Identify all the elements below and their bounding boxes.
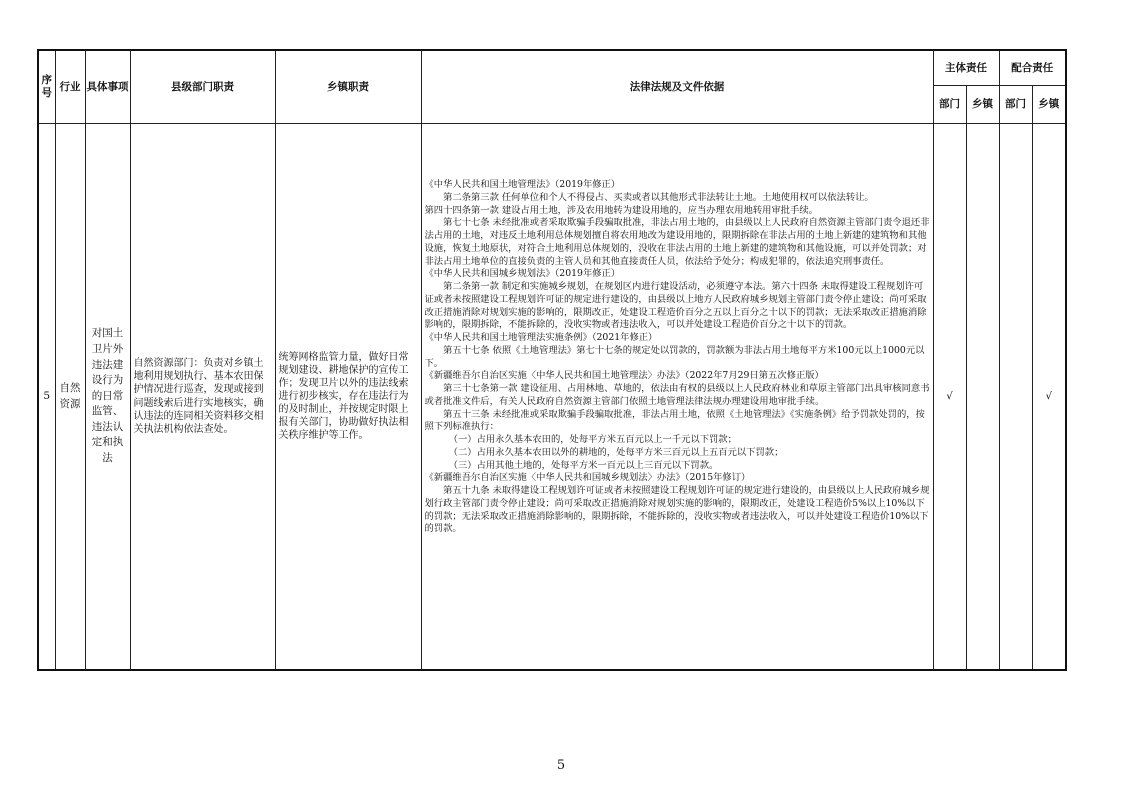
law-clause: 第七十七条 未经批准或者采取欺骗手段骗取批准，非法占用土地的，由县级以上人民政府自然资源主管部门责令退还非法占用的土地，对违反土地利用总体规划擅自将农用地改为建设用地的，限期拆除在非法占用的土地上新建的建筑物和其他设施，恢复土地原状，对符合土地利用总体规划的，没收在非法占用的土地上新建的建筑物和其他设施，可以并处罚款；对非法占用土地单位的直接负责的主管人员和其他直接责任人员，依法给予处分；构成犯罪的，依法追究刑事责任。	[424, 217, 930, 267]
law-sub-item: （三）占用其他土地的，处每平方米一百元以上三百元以下罚款。	[448, 459, 719, 471]
cell-coop-town-check: √	[1032, 124, 1066, 671]
header-seq: 序号	[38, 50, 55, 124]
header-industry: 行业	[55, 50, 85, 124]
law-title: 《中华人民共和国土地管理法》（2019年修正）	[424, 179, 621, 190]
header-main-town: 乡镇	[966, 86, 999, 124]
law-title: 《新疆维吾尔自治区实施〈中华人民共和国城乡规划法〉办法》（2015年修订）	[424, 472, 751, 484]
page-number: 5	[556, 758, 566, 773]
law-title: 《中华人民共和国土地管理法实施条例》（2021年修正）	[424, 332, 658, 343]
cell-county-duty: 自然资源部门：负责对乡镇土地利用规划执行、基本农田保护情况进行巡查，发现或接到问题线索后进行实地核实，确认违法的连同相关资料移交相关执法机构依法查处。	[130, 124, 275, 671]
cell-item: 对国土卫片外违法建设行为的日常监管、违法认定和执法	[85, 124, 130, 671]
law-sub-item: （二）占用永久基本农田以外的耕地的，处每平方米三百元以上五百元以下罚款；	[448, 446, 784, 458]
law-clause: 第二条第三款 任何单位和个人不得侵占、买卖或者以其他形式非法转让土地。土地使用权可以依法转让。	[443, 191, 874, 203]
cell-law-basis	[421, 124, 933, 671]
header-main-responsibility: 主体责任	[933, 50, 999, 86]
header-law-basis: 法律法规及文件依据	[421, 50, 933, 124]
cell-town-duty: 统筹网格监管力量，做好日常规划建设、耕地保护的宣传工作；发现卫片以外的违法线索进行初步核实，存在违法行为的及时制止，并按规定时限上报有关部门，协助做好执法相关秩序维护等工作。	[275, 124, 421, 671]
header-county-duty: 县级部门职责	[130, 50, 275, 124]
law-title: 《新疆维吾尔自治区实施〈中华人民共和国土地管理法〉办法》（2022年7月29日第五次修正版）	[424, 370, 824, 382]
header-item: 具体事项	[85, 50, 130, 124]
cell-main-dept-check: √	[933, 124, 966, 671]
responsibility-table	[37, 49, 1067, 671]
header-coop-responsibility: 配合责任	[999, 50, 1066, 86]
header-main-dept: 部门	[933, 86, 966, 124]
law-clause: 第五十七条 依照《土地管理法》第七十七条的规定处以罚款的，罚款额为非法占用土地每平方米100元以上1000元以下。	[424, 344, 925, 369]
law-title: 《中华人民共和国城乡规划法》（2019年修正）	[424, 268, 621, 280]
table-row	[38, 124, 1066, 671]
law-clause: 第二条第一款 制定和实施城乡规划，在规划区内进行建设活动，必须遵守本法。第六十四条 未取得建设工程规划许可证或者未按照建设工程规划许可证的规定进行建设的，由县级以上地方人民政府城乡规划主管部门责令停止建设；尚可采取改正措施消除对规划实施的影响的，限期改正，处建设工程造价百分之五以上百分之十以下的罚款；无法采取改正措施消除影响的，限期拆除，不能拆除的，没收实物或者违法收入，可以并处建设工程造价百分之十以下的罚款。	[424, 281, 927, 331]
law-sub-item: （一）占用永久基本农田的，处每平方米五百元以上一千元以下罚款；	[448, 434, 737, 445]
law-text-block	[425, 124, 930, 536]
header-coop-dept: 部门	[999, 86, 1032, 124]
law-clause: 第四十四条第一款 建设占用土地，涉及农用地转为建设用地的，应当办理农用地转用审批手续。	[424, 204, 818, 216]
cell-seq: 5	[38, 124, 55, 671]
law-clause: 第五十九条 未取得建设工程规划许可证或者未按照建设工程规划许可证的规定进行建设的，由县级以上人民政府城乡规划行政主管部门责令停止建设；尚可采取改正措施消除对规划实施的影响的，限期改正，处建设工程造价5%以上10%以下的罚款；无法采取改正措施消除影响的，限期拆除，不能拆除的，没收实物或者违法收入，可以并处建设工程造价10%以下的罚款。	[424, 485, 930, 535]
cell-main-town-check	[966, 124, 999, 671]
header-town-duty: 乡镇职责	[275, 50, 421, 124]
header-coop-town: 乡镇	[1032, 86, 1066, 124]
law-clause: 第五十三条 未经批准或采取欺骗手段骗取批准，非法占用土地，依照《土地管理法》《实施条例》给予罚款处罚的，按照下列标准执行：	[424, 408, 925, 433]
cell-coop-dept-check	[999, 124, 1032, 671]
law-clause: 第三十七条第一款 建设征用、占用林地、草地的，依法由有权的县级以上人民政府林业和草原主管部门出具审核同意书或者批准文件后，有关人民政府自然资源主管部门依照土地管理法律法规办理建设用地审批手续。	[424, 383, 930, 407]
cell-industry: 自然资源	[55, 124, 85, 671]
